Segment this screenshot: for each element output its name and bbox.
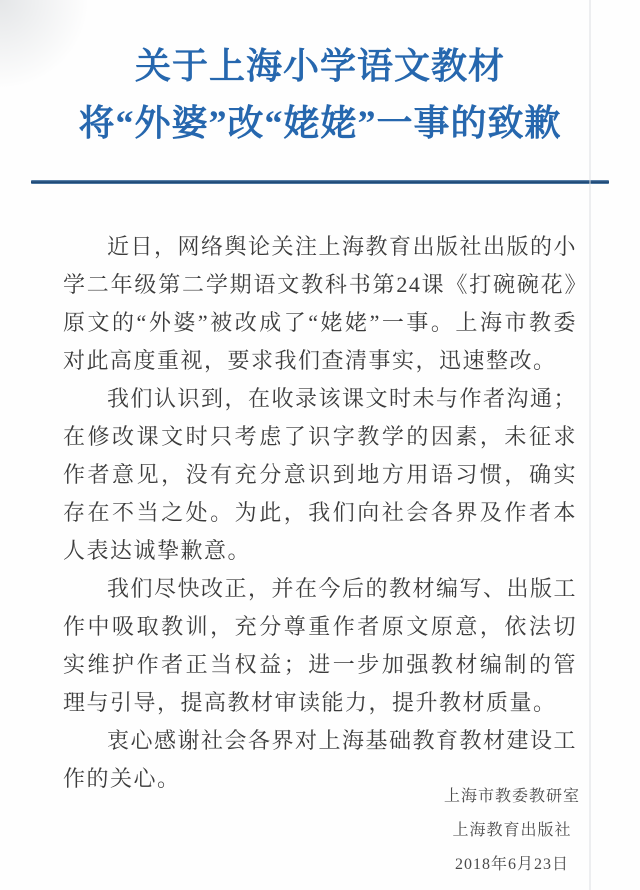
letter-title-line1: 关于上海小学语文教材 xyxy=(134,46,505,86)
letter-title-line2: 将“外婆”改“姥姥”一事的致歉 xyxy=(78,103,562,143)
paragraph-4: 衷心感谢社会各界对上海基础教育教材建设工作的关心。 xyxy=(63,728,578,791)
signature-block xyxy=(444,780,580,882)
letter-header xyxy=(0,0,640,184)
signature-org-1: 上海市教委教研室 xyxy=(443,788,580,805)
paragraph-3: 我们尽快改正，并在今后的教材编写、出版工作中吸取教训，充分尊重作者原文原意，依法切实维护作者正当权益；进一步加强教材编制的管理与引导，提高教材审读能力，提升教材质量。 xyxy=(63,576,578,715)
signature-date: 2018年6月23日 xyxy=(454,856,569,873)
letter-title xyxy=(0,38,640,152)
letter-body xyxy=(0,228,640,798)
paragraph-2: 我们认识到，在收录该课文时未与作者沟通；在修改课文时只考虑了识字教学的因素，未征求作者意见，没有充分意识到地方用语习惯，确实存在不当之处。为此，我们向社会各界及作者本人表达诚挚歉意。 xyxy=(63,386,578,563)
signature-org-2: 上海教育出版社 xyxy=(452,822,572,839)
title-divider xyxy=(31,180,609,184)
paragraph-1: 近日，网络舆论关注上海教育出版社出版的小学二年级第二学期语文教科书第24课《打碗碗花》原文的“外婆”被改成了“姥姥”一事。上海市教委对此高度重视，要求我们查清事实，迅速整改。 xyxy=(63,234,578,373)
